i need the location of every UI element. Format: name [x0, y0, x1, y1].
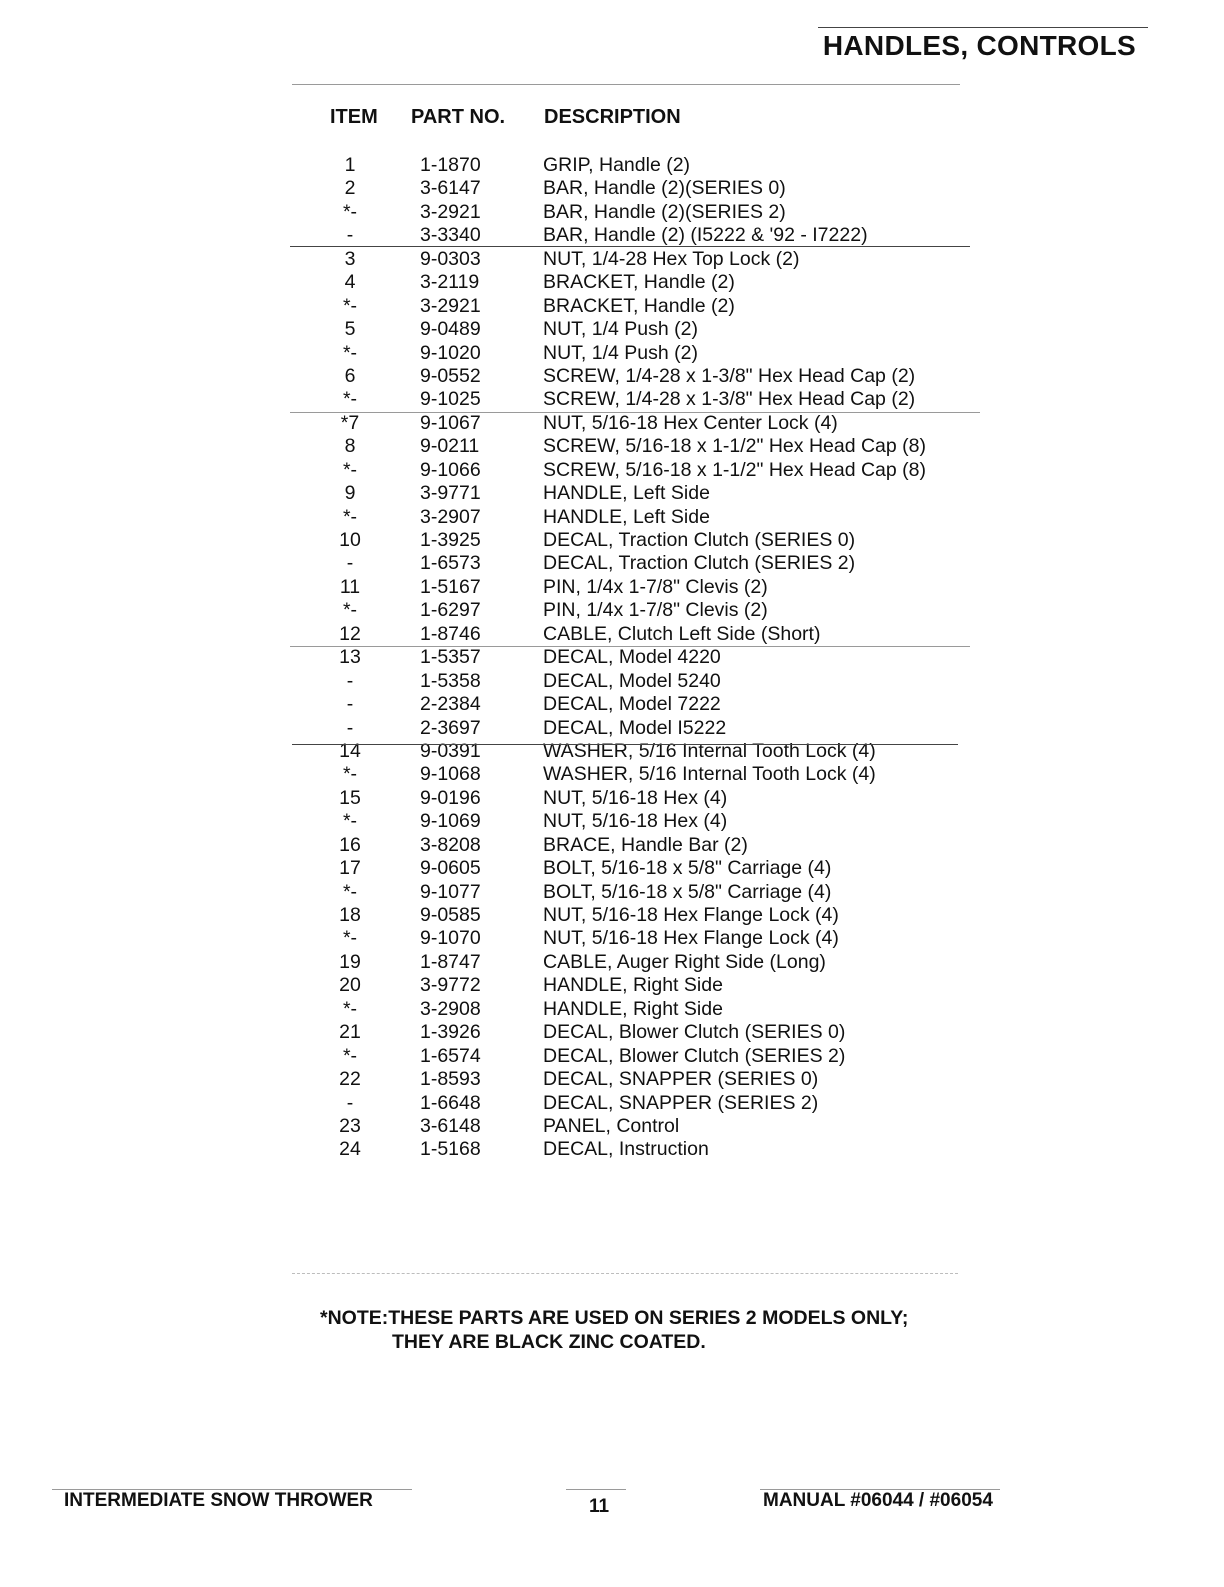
part-number: 9-0211 — [420, 435, 480, 458]
item-number: 24 — [339, 1138, 361, 1161]
part-number: 9-0196 — [420, 786, 481, 809]
item-number: 15 — [339, 786, 361, 809]
part-description: DECAL, SNAPPER (SERIES 0) — [543, 1068, 819, 1091]
part-number: 9-1025 — [420, 388, 481, 411]
item-number: 9 — [344, 482, 356, 505]
series-2-note — [320, 1306, 908, 1354]
item-number: 5 — [344, 318, 356, 341]
parts-row — [0, 904, 1224, 927]
item-number: - — [346, 669, 354, 692]
part-description: HANDLE, Left Side — [543, 482, 710, 505]
part-number: 1-6574 — [420, 1044, 481, 1067]
note-line-1: *NOTE:THESE PARTS ARE USED ON SERIES 2 MODELS ONLY; — [320, 1307, 909, 1329]
parts-row — [0, 459, 1224, 482]
part-number: 9-1067 — [420, 411, 481, 434]
parts-row — [0, 1115, 1224, 1138]
parts-row — [0, 810, 1224, 833]
item-number: 17 — [339, 857, 361, 880]
part-description: DECAL, Model 4220 — [543, 646, 721, 669]
part-number: 3-3340 — [420, 224, 481, 247]
part-number: 1-3925 — [420, 529, 481, 551]
item-number: 2 — [344, 177, 356, 200]
parts-row — [0, 201, 1224, 224]
part-number: 1-5167 — [420, 575, 481, 598]
part-number: 9-0585 — [420, 904, 481, 926]
part-description: DECAL, Instruction — [543, 1138, 709, 1161]
item-number: *7 — [340, 411, 360, 434]
part-description: SCREW, 5/16-18 x 1-1/2" Hex Head Cap (8) — [543, 458, 927, 481]
part-description: WASHER, 5/16 Internal Tooth Lock (4) — [543, 739, 876, 762]
part-description: SCREW, 1/4-28 x 1-3/8" Hex Head Cap (2) — [543, 364, 916, 387]
item-number: *- — [342, 388, 358, 411]
item-number: 8 — [344, 435, 356, 458]
parts-row — [0, 506, 1224, 529]
item-number: 18 — [339, 904, 361, 926]
part-description: BAR, Handle (2) (I5222 & '92 - I7222) — [543, 224, 868, 247]
part-description: SCREW, 5/16-18 x 1-1/2" Hex Head Cap (8) — [543, 435, 927, 458]
part-description: PIN, 1/4x 1-7/8" Clevis (2) — [543, 599, 768, 622]
part-number: 9-1020 — [420, 341, 481, 364]
parts-row — [0, 646, 1224, 669]
item-number: *- — [342, 341, 358, 364]
item-number: 19 — [339, 950, 361, 973]
part-number: 3-2921 — [420, 294, 481, 317]
note-line-2: THEY ARE BLACK ZINC COATED. — [392, 1331, 706, 1353]
parts-row — [0, 177, 1224, 200]
parts-row — [0, 623, 1224, 646]
item-number: *- — [342, 997, 358, 1020]
item-number: 11 — [339, 575, 361, 598]
part-description: BAR, Handle (2)(SERIES 0) — [543, 177, 786, 200]
part-description: DECAL, Blower Clutch (SERIES 2) — [543, 1044, 846, 1067]
parts-row — [0, 857, 1224, 880]
parts-row — [0, 435, 1224, 458]
item-number: *- — [342, 810, 358, 833]
part-number: 3-2119 — [420, 271, 480, 294]
part-number: 9-0391 — [420, 739, 481, 762]
parts-row — [0, 693, 1224, 716]
part-description: DECAL, Model I5222 — [543, 716, 727, 739]
group-rule — [290, 646, 970, 647]
part-description: PANEL, Control — [543, 1114, 680, 1137]
group-rule — [290, 412, 980, 413]
part-number: 9-1069 — [420, 810, 481, 833]
item-number: - — [346, 1091, 354, 1114]
item-number: 6 — [344, 364, 356, 387]
part-description: CABLE, Clutch Left Side (Short) — [543, 622, 821, 645]
header-rule — [292, 84, 960, 85]
part-number: 3-6148 — [420, 1114, 481, 1137]
part-description: NUT, 5/16-18 Hex Center Lock (4) — [543, 411, 838, 434]
part-description: SCREW, 1/4-28 x 1-3/8" Hex Head Cap (2) — [543, 388, 916, 411]
footer-product-name: INTERMEDIATE SNOW THROWER — [64, 1490, 373, 1511]
item-number: 13 — [339, 646, 361, 669]
parts-row — [0, 670, 1224, 693]
section-title: HANDLES, CONTROLS — [822, 30, 1136, 61]
part-description: BRACE, Handle Bar (2) — [543, 833, 748, 856]
part-number: 3-9772 — [420, 974, 481, 997]
parts-row — [0, 365, 1224, 388]
part-number: 2-2384 — [420, 693, 481, 716]
item-number: *- — [342, 294, 358, 317]
footer-rule-center — [566, 1489, 626, 1490]
part-description: DECAL, Blower Clutch (SERIES 0) — [543, 1021, 846, 1044]
item-number: 1 — [344, 154, 356, 176]
part-number: 9-0552 — [420, 364, 481, 387]
part-number: 3-2908 — [420, 997, 481, 1020]
item-number: - — [346, 552, 354, 575]
part-description: PIN, 1/4x 1-7/8" Clevis (2) — [543, 575, 768, 598]
parts-row — [0, 881, 1224, 904]
part-description: NUT, 1/4-28 Hex Top Lock (2) — [543, 247, 800, 270]
item-number: *- — [342, 505, 358, 528]
part-number: 3-9771 — [420, 482, 481, 505]
item-number: *- — [342, 880, 358, 903]
part-number: 1-8746 — [420, 622, 481, 645]
part-number: 9-0605 — [420, 857, 481, 880]
part-number: 9-0489 — [420, 318, 481, 341]
item-number: 14 — [339, 739, 361, 762]
part-number: 1-3926 — [420, 1021, 481, 1044]
parts-row — [0, 998, 1224, 1021]
item-number: 12 — [339, 622, 361, 645]
parts-row — [0, 342, 1224, 365]
item-number: *- — [342, 927, 358, 950]
item-number: - — [346, 224, 354, 247]
title-rule — [818, 27, 1148, 28]
parts-row — [0, 951, 1224, 974]
item-number: 21 — [339, 1021, 361, 1044]
part-number: 1-6648 — [420, 1091, 481, 1114]
part-number: 2-3697 — [420, 716, 481, 739]
parts-row — [0, 248, 1224, 271]
part-description: HANDLE, Left Side — [543, 505, 710, 528]
part-number: 1-5358 — [420, 669, 481, 692]
column-header-part-no: PART NO. — [411, 106, 506, 128]
part-number: 3-8208 — [420, 833, 481, 856]
footer-manual-number: MANUAL #06044 / #06054 — [763, 1490, 993, 1511]
part-number: 3-2907 — [420, 505, 481, 528]
parts-row — [0, 927, 1224, 950]
parts-row — [0, 787, 1224, 810]
parts-row — [0, 599, 1224, 622]
part-description: DECAL, Traction Clutch (SERIES 2) — [543, 552, 856, 575]
part-number: 1-5168 — [420, 1138, 481, 1161]
parts-row — [0, 271, 1224, 294]
item-number: *- — [342, 200, 358, 223]
group-rule — [290, 246, 970, 247]
part-number: 9-1066 — [420, 458, 481, 481]
parts-row — [0, 1092, 1224, 1115]
part-description: NUT, 1/4 Push (2) — [543, 318, 698, 341]
part-description: BRACKET, Handle (2) — [543, 294, 735, 317]
part-number: 9-0303 — [420, 247, 481, 270]
item-number: 10 — [339, 529, 361, 551]
part-description: HANDLE, Right Side — [543, 974, 723, 997]
parts-row — [0, 318, 1224, 341]
part-description: NUT, 5/16-18 Hex Flange Lock (4) — [543, 904, 839, 926]
part-number: 1-1870 — [420, 154, 481, 176]
parts-row — [0, 295, 1224, 318]
part-description: NUT, 5/16-18 Hex Flange Lock (4) — [543, 927, 839, 950]
part-number: 1-8747 — [420, 950, 481, 973]
parts-row — [0, 552, 1224, 575]
parts-row — [0, 576, 1224, 599]
column-header-description: DESCRIPTION — [544, 106, 681, 128]
parts-row — [0, 1068, 1224, 1091]
item-number: *- — [342, 763, 358, 786]
part-number: 9-1077 — [420, 880, 481, 903]
parts-row — [0, 1138, 1224, 1161]
parts-row — [0, 834, 1224, 857]
parts-row — [0, 1021, 1224, 1044]
item-number: - — [346, 693, 354, 716]
part-number: 1-6573 — [420, 552, 481, 575]
part-description: CABLE, Auger Right Side (Long) — [543, 950, 826, 973]
page-number: 11 — [589, 1496, 610, 1517]
parts-row — [0, 763, 1224, 786]
item-number: 23 — [339, 1114, 361, 1137]
part-description: GRIP, Handle (2) — [543, 154, 691, 176]
part-description: DECAL, Model 7222 — [543, 693, 721, 716]
parts-row — [0, 224, 1224, 247]
parts-row — [0, 482, 1224, 505]
parts-row — [0, 154, 1224, 177]
part-description: DECAL, SNAPPER (SERIES 2) — [543, 1091, 819, 1114]
part-description: DECAL, Model 5240 — [543, 669, 721, 692]
part-number: 1-6297 — [420, 599, 481, 622]
part-description: DECAL, Traction Clutch (SERIES 0) — [543, 529, 856, 551]
item-number: 3 — [344, 247, 356, 270]
item-number: - — [346, 716, 354, 739]
item-number: *- — [342, 458, 358, 481]
parts-row — [0, 1045, 1224, 1068]
bottom-rule — [292, 1273, 958, 1274]
parts-row — [0, 529, 1224, 552]
part-number: 3-6147 — [420, 177, 481, 200]
item-number: 4 — [344, 271, 356, 294]
part-description: NUT, 5/16-18 Hex (4) — [543, 786, 728, 809]
parts-row — [0, 388, 1224, 411]
parts-list — [0, 154, 1224, 1162]
part-number: 1-5357 — [420, 646, 481, 669]
part-number: 9-1068 — [420, 763, 481, 786]
part-description: BAR, Handle (2)(SERIES 2) — [543, 200, 786, 223]
parts-row — [0, 412, 1224, 435]
part-number: 9-1070 — [420, 927, 481, 950]
part-description: NUT, 1/4 Push (2) — [543, 341, 698, 364]
item-number: *- — [342, 599, 358, 622]
part-description: BOLT, 5/16-18 x 5/8" Carriage (4) — [543, 880, 832, 903]
part-number: 1-8593 — [420, 1068, 481, 1091]
column-header-item: ITEM — [330, 106, 378, 128]
part-description: WASHER, 5/16 Internal Tooth Lock (4) — [543, 763, 876, 786]
item-number: 22 — [339, 1068, 361, 1091]
part-description: BOLT, 5/16-18 x 5/8" Carriage (4) — [543, 857, 832, 880]
item-number: 20 — [339, 974, 361, 997]
part-description: HANDLE, Right Side — [543, 997, 723, 1020]
item-number: *- — [342, 1044, 358, 1067]
parts-row — [0, 717, 1224, 740]
parts-row — [0, 974, 1224, 997]
part-description: BRACKET, Handle (2) — [543, 271, 735, 294]
group-rule — [292, 744, 958, 745]
part-description: NUT, 5/16-18 Hex (4) — [543, 810, 728, 833]
item-number: 16 — [339, 833, 361, 856]
part-number: 3-2921 — [420, 200, 481, 223]
